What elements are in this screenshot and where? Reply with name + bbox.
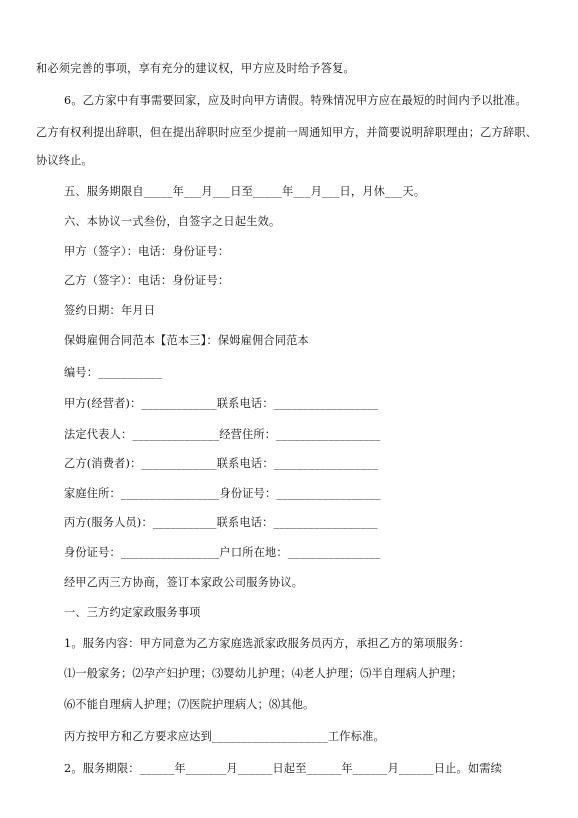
text-line: 乙方（签字）：电话：身份证号： xyxy=(64,274,230,287)
text-line: 和必须完善的事项，享有充分的建议权，甲方应及时给予答复。 xyxy=(36,62,355,75)
text-line: 乙方有权利提出辞职，但在提出辞职时应至少提前一周通知甲方，并简要说明辞职理由；乙方辞职、 xyxy=(36,126,538,139)
text-line: 法定代表人：_______________经营住所：__________________ xyxy=(64,428,381,441)
text-line: ⑹不能自理病人护理；⑺医院护理病人；⑻其他。 xyxy=(64,698,315,711)
text-line: 一、三方约定家政服务事项 xyxy=(64,606,201,619)
text-line: 保姆雇佣合同范本【范本三】：保姆雇佣合同范本 xyxy=(64,334,309,347)
text-line: 身份证号：_________________户口所在地：________________ xyxy=(64,546,381,559)
text-line: ⑴一般家务；⑵孕产妇护理；⑶婴幼儿护理；⑷老人护理；⑸半自理病人护理； xyxy=(64,667,463,680)
text-line: 协议终止。 xyxy=(36,154,93,167)
text-line: 乙方(消费者)：_____________联系电话：__________________ xyxy=(64,457,378,470)
text-line: 1。服务内容：甲方同意为乙方家庭选派家政服务员丙方，承担乙方的第项服务： xyxy=(64,637,470,650)
text-line: 丙方按甲方和乙方要求应达到____________________工作标准。 xyxy=(64,730,385,743)
text-line: 家庭住所：_________________身份证号：__________________ xyxy=(64,487,381,500)
text-line: 6。乙方家中有事需要回家，应及时向甲方请假。特殊情况甲方应在最短的时间内予以批准。 xyxy=(64,94,527,107)
text-line: 六、本协议一式叁份，自签字之日起生效。 xyxy=(64,215,281,228)
text-line: 编号：___________ xyxy=(64,366,162,379)
text-line: 经甲乙丙三方协商，签订本家政公司服务协议。 xyxy=(64,576,304,589)
text-line: 甲方（签字）：电话：身份证号： xyxy=(64,245,230,258)
text-line: 2。服务期限：______年_______月______日起至______年______月______日止。如需续 xyxy=(64,762,503,775)
text-line: 签约日期：年月日 xyxy=(64,304,156,317)
text-line: 丙方(服务人员)：___________联系电话：__________________ xyxy=(64,516,378,529)
text-line: 五、服务期限自_____年___月___日至_____年___月___日，月休___天。 xyxy=(64,185,426,198)
text-line: 甲方(经营者)：_____________联系电话：__________________ xyxy=(64,397,378,410)
